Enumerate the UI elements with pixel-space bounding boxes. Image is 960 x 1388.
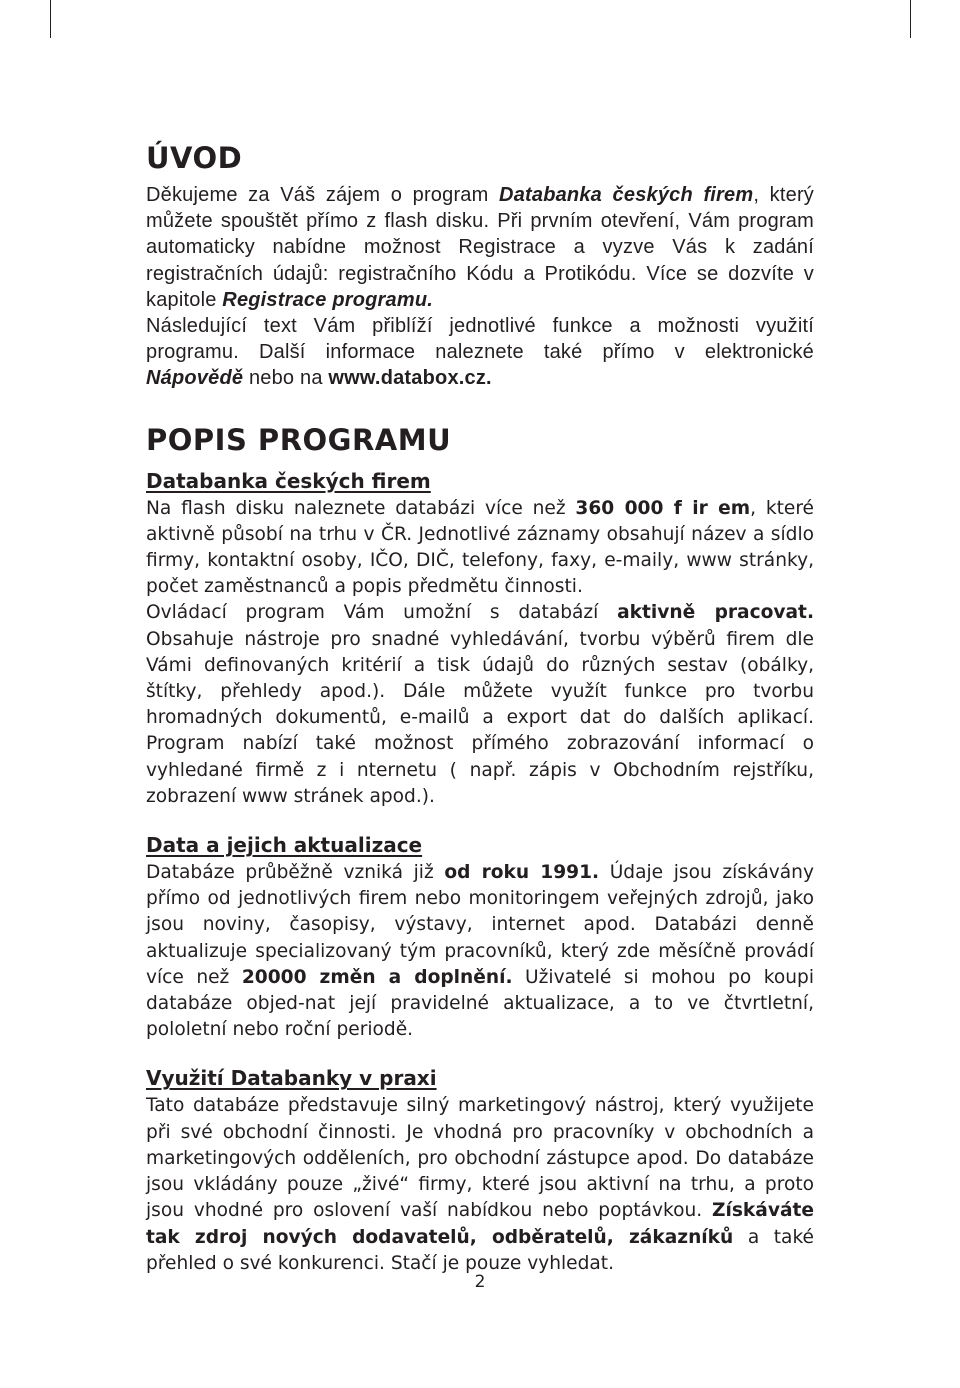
text-run: Obsahuje nástroje pro snadné vyhledávání, tvorbu výběrů firem dle Vámi definovaných kritérií a tisk údajů do různých sestav (obálky, štítky, přehledy apod.). Dále můžete využít funkce pro tvorbu hromadných dokumentů, e-mailů a export dat do dalších aplikací. Program nabízí také možnost přímého zobrazování informací o vyhledané firmě z i nternetu ( např. zápis v Obchodním rejstříku, zobrazení www stránek apod.).: [146, 628, 814, 807]
emphasis: aktivně pracovat.: [617, 602, 815, 624]
text-run: Ovládací program Vám umožní s databází: [146, 602, 618, 624]
emphasis: Získáváte tak zdroj nových dodavatelů, odběratelů, zákazníků: [146, 1200, 814, 1248]
databanka-subheading: Databanka českých firem: [146, 468, 431, 493]
website-link[interactable]: www.databox.cz.: [328, 367, 492, 390]
text-run: Následující text Vám přiblíží jednotlivé funkce a možnosti využití programu. Další informace naleznete také přímo v elektronické: [146, 315, 814, 364]
usage-section: [146, 1093, 814, 1276]
text-run: nebo na: [243, 367, 329, 390]
databanka-paragraph-1: [146, 496, 814, 601]
text-run: , který můžete spouštět přímo z flash disku. Při prvním otevření, Vám program automaticky nabídne možnost Registrace a vyzve Vás k zadání registračních údajů: registračního Kódu a Protikódu. Více se dozvíte v kapitole: [146, 184, 815, 311]
page-number: 2: [474, 1272, 486, 1292]
text-run: Na flash disku naleznete databázi více než: [146, 497, 576, 519]
data-update-paragraph: [146, 860, 814, 1043]
data-update-section: [146, 860, 814, 1043]
text-run: a také přehled o své konkurenci. Stačí je pouze vyhledat.: [146, 1226, 814, 1274]
text-run: Databáze průběžně vzniká již: [146, 862, 445, 884]
intro-paragraph-1: [146, 182, 814, 313]
text-run: Tato databáze představuje silný marketingový nástroj, který využijete při své obchodní činnosti. Je vhodná pro pracovníky v obchodních a marketingových odděleních, pro obchodní zástupce apod. Do databáze jsou vkládány pouze „živé“ firmy, které jsou aktivní na trhu, a proto jsou vhodné pro oslovení vaší nabídkou nebo poptávkou.: [146, 1095, 814, 1222]
crop-mark-top-left: [50, 0, 51, 38]
program-description-heading: POPIS PROGRAMU: [146, 422, 452, 457]
chapter-reference: Registrace programu.: [222, 288, 434, 311]
intro-paragraph-2: [146, 313, 814, 392]
since-year: od roku 1991.: [444, 862, 600, 884]
text-run: , které aktivně působí na trhu v ČR. Jednotlivé záznamy obsahují název a sídlo firmy, kontaktní osoby, IČO, DIČ, telefony, faxy, e-maily, www stránky, počet zaměstnanců a popis předmětu činnosti.: [146, 497, 814, 598]
usage-subheading: Využití Databanky v praxi: [146, 1066, 437, 1091]
text-run: Uživatelé si mohou po koupi databáze objed-nat její pravidelné aktualizace, a to ve čtvrtletní, pololetní nebo roční periodě.: [146, 966, 814, 1041]
usage-paragraph: [146, 1093, 814, 1276]
document-page: [146, 140, 814, 1277]
firm-count: 360 000 f ir em: [575, 497, 751, 519]
crop-mark-top-right: [910, 0, 911, 38]
text-run: Údaje jsou získávány přímo od jednotlivých firem nebo monitoringem veřejných zdrojů, jako jsou noviny, časopisy, výstavy, internet apod. Databázi denně aktualizuje specializovaný tým pracovníků, který zde měsíčně provádí více než: [146, 862, 814, 988]
changes-count: 20000 změn a doplnění.: [241, 966, 513, 988]
intro-section: [146, 182, 814, 392]
text-run: Děkujeme za Váš zájem o program: [146, 184, 500, 206]
help-reference: Nápovědě: [146, 367, 244, 390]
databanka-paragraph-2: [146, 600, 814, 810]
data-update-subheading: Data a jejich aktualizace: [146, 833, 423, 858]
program-name: Databanka českých firem: [499, 184, 754, 206]
intro-heading: ÚVOD: [146, 141, 243, 175]
databanka-section: [146, 496, 814, 810]
